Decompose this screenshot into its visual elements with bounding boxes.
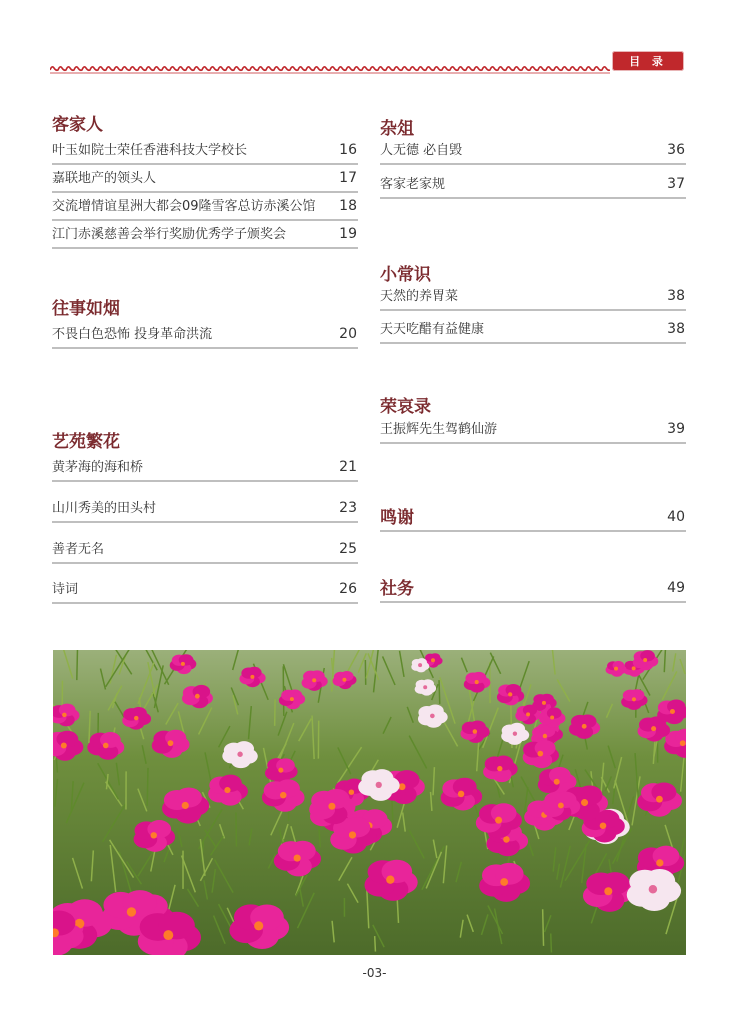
entry-title: 人无德 必自毁 bbox=[380, 143, 463, 158]
toc-entry[interactable] bbox=[380, 317, 686, 344]
entry-title: 黄茅海的海和桥 bbox=[52, 460, 144, 475]
section-title: 往事如烟 bbox=[52, 299, 120, 319]
entry-page: 23 bbox=[339, 500, 357, 516]
entry-page: 19 bbox=[339, 226, 357, 242]
section-title: 小常识 bbox=[380, 265, 431, 285]
entry-title: 山川秀美的田头村 bbox=[52, 501, 157, 516]
entry-page: 40 bbox=[667, 509, 685, 525]
toc-entry[interactable] bbox=[52, 577, 358, 604]
toc-entry[interactable] bbox=[52, 166, 358, 193]
entry-page: 20 bbox=[339, 326, 357, 342]
toc-entry[interactable] bbox=[380, 505, 686, 532]
entry-page: 36 bbox=[667, 142, 685, 158]
section-title: 社务 bbox=[380, 579, 414, 599]
entry-title: 善者无名 bbox=[52, 542, 105, 557]
entry-title: 天然的养胃菜 bbox=[380, 289, 459, 304]
toc-entry[interactable] bbox=[380, 138, 686, 165]
section-title: 鸣谢 bbox=[380, 508, 414, 528]
toc-entry[interactable] bbox=[380, 172, 686, 199]
entry-page: 21 bbox=[339, 459, 357, 475]
page-number: -03- bbox=[362, 966, 387, 980]
entry-title: 嘉联地产的领头人 bbox=[52, 171, 157, 186]
decorative-wave-line bbox=[50, 62, 610, 76]
toc-tag: 目 录 bbox=[612, 51, 684, 71]
toc-entry[interactable] bbox=[52, 455, 358, 482]
entry-title: 交流增情谊星洲大都会09隆雪客总访赤溪公馆 bbox=[52, 199, 316, 214]
toc-entry[interactable] bbox=[380, 417, 686, 444]
toc-entry[interactable] bbox=[380, 284, 686, 311]
entry-title: 叶玉如院士荣任香港科技大学校长 bbox=[52, 143, 248, 158]
entry-page: 16 bbox=[339, 142, 357, 158]
entry-page: 17 bbox=[339, 170, 357, 186]
toc-entry[interactable] bbox=[52, 194, 358, 221]
entry-title: 不畏白色恐怖 投身革命洪流 bbox=[52, 327, 213, 342]
section-title: 客家人 bbox=[52, 115, 103, 135]
entry-title: 客家老家规 bbox=[380, 177, 446, 192]
entry-page: 38 bbox=[667, 321, 685, 337]
toc-entry[interactable] bbox=[52, 222, 358, 249]
toc-entry[interactable] bbox=[380, 576, 686, 603]
entry-title: 江门赤溪慈善会举行奖励优秀学子颁奖会 bbox=[52, 227, 287, 242]
entry-title: 王振辉先生驾鹤仙游 bbox=[380, 422, 498, 437]
entry-page: 49 bbox=[667, 580, 685, 596]
entry-title: 诗词 bbox=[52, 582, 79, 597]
entry-title: 天天吃醋有益健康 bbox=[380, 322, 485, 337]
entry-page: 18 bbox=[339, 198, 357, 214]
toc-entry[interactable] bbox=[52, 496, 358, 523]
toc-entry[interactable] bbox=[52, 322, 358, 349]
entry-page: 38 bbox=[667, 288, 685, 304]
section-title: 艺苑繁花 bbox=[52, 432, 120, 452]
flower-field-image bbox=[53, 650, 686, 955]
flower-photo bbox=[53, 650, 686, 955]
entry-page: 25 bbox=[339, 541, 357, 557]
entry-page: 37 bbox=[667, 176, 685, 192]
toc-entry[interactable] bbox=[52, 537, 358, 564]
entry-page: 26 bbox=[339, 581, 357, 597]
section-title: 杂俎 bbox=[380, 119, 414, 139]
toc-entry[interactable] bbox=[52, 138, 358, 165]
section-title: 荣哀录 bbox=[380, 397, 431, 417]
entry-page: 39 bbox=[667, 421, 685, 437]
